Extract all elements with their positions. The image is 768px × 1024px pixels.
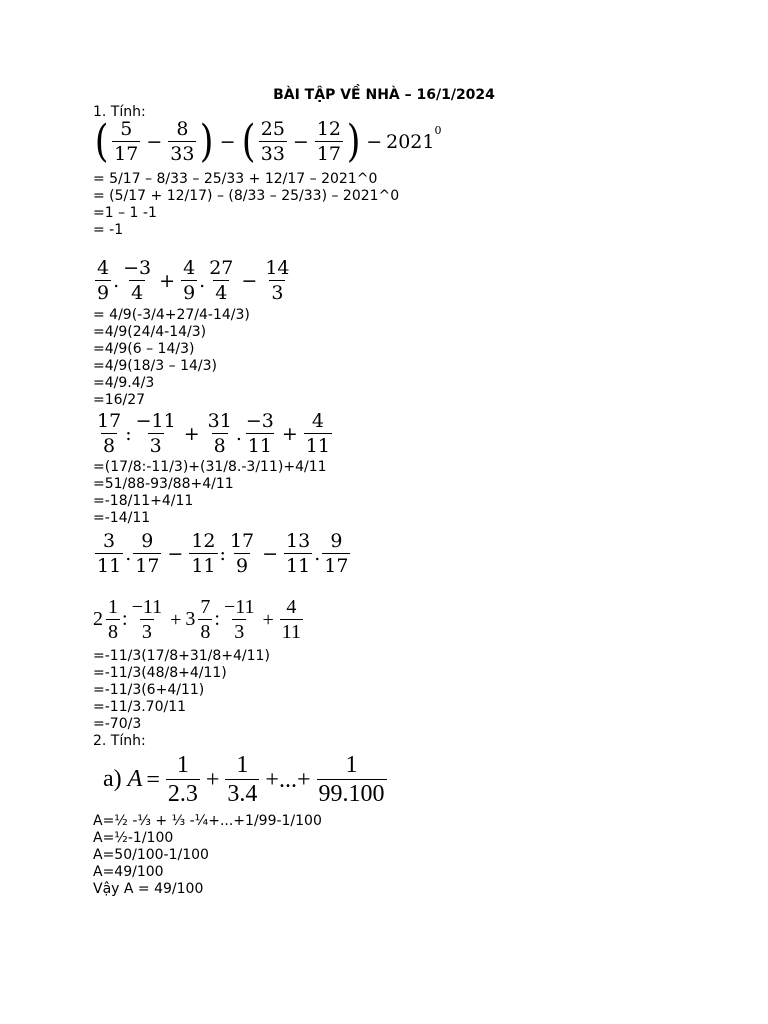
solution-line: =4/9(18/3 – 14/3) [93, 358, 217, 374]
fraction: $\frac{-11}{3}$ [223, 596, 255, 643]
formula-3: $\frac{17}{8}$ : $\frac{-11}{3}$ + $\frac{31}{8}$ . $\frac{-3}{11}$ + $\frac{4}{11}$ [97, 410, 330, 457]
solution-line: A=49/100 [93, 864, 164, 880]
fraction: $\frac{-11}{3}$ [135, 410, 176, 457]
solution-line: = (5/17 + 12/17) – (8/33 – 25/33) – 2021^0 [93, 188, 400, 204]
fraction: $\frac{4}{11}$ [305, 410, 330, 457]
fraction: $\frac{1}{99.100}$ [318, 752, 385, 807]
solution-line: =16/27 [93, 392, 146, 408]
fraction: $\frac{14}{3}$ [265, 257, 290, 304]
solution-line: =-70/3 [93, 716, 142, 732]
solution-line: =(17/8:-11/3)+(31/8.-3/11)+4/11 [93, 459, 327, 475]
solution-line: =4/9(24/4-14/3) [93, 324, 207, 340]
solution-line: A=½-1/100 [93, 830, 174, 846]
section-2-label: 2. Tính: [93, 733, 146, 749]
fraction: $\frac{1}{8}$ [108, 596, 118, 643]
fraction: $\frac{12}{11}$ [191, 530, 216, 577]
solution-line: =-11/3.70/11 [93, 699, 187, 715]
formula-5: 2 $\frac{1}{8}$ : $\frac{-11}{3}$ + 3 $\frac{7}{8}$ : $\frac{-11}{3}$ + $\frac{4}{11}$ [93, 596, 302, 643]
fraction: $\frac{4}{11}$ [281, 596, 302, 643]
open-paren: ( [94, 115, 109, 167]
fraction: $\frac{31}{8}$ [207, 410, 232, 457]
formula-2: $\frac{4}{9}$ . $\frac{-3}{4}$ + $\frac{4}{9}$ . $\frac{27}{4}$ − $\frac{14}{3}$ [97, 257, 290, 304]
solution-line: =1 – 1 -1 [93, 205, 157, 221]
solution-line: Vậy A = 49/100 [93, 881, 204, 897]
page-title: BÀI TẬP VỀ NHÀ – 16/1/2024 [273, 87, 495, 103]
close-paren: ) [200, 115, 214, 167]
solution-line: =-11/3(48/8+4/11) [93, 665, 227, 681]
fraction: $\frac{8}{33}$ [170, 118, 195, 165]
solution-line: =-11/3(6+4/11) [93, 682, 205, 698]
fraction: $\frac{-11}{3}$ [131, 596, 163, 643]
fraction: $\frac{-3}{4}$ [123, 257, 152, 304]
fraction: $\frac{-3}{11}$ [245, 410, 274, 457]
fraction: $\frac{5}{17}$ [114, 118, 139, 165]
solution-line: =-14/11 [93, 510, 151, 526]
fraction: $\frac{17}{8}$ [97, 410, 122, 457]
formula-4: $\frac{3}{11}$ . $\frac{9}{17}$ − $\frac{12}{11}$ : $\frac{17}{9}$ − $\frac{13}{11}$ . $\frac{9}{17}$ [97, 530, 349, 577]
fraction: $\frac{9}{17}$ [135, 530, 160, 577]
fraction: $\frac{17}{9}$ [229, 530, 255, 577]
solution-line: =4/9.4/3 [93, 375, 155, 391]
solution-line: =-11/3(17/8+31/8+4/11) [93, 648, 270, 664]
fraction: $\frac{12}{17}$ [316, 118, 342, 165]
fraction: $\frac{25}{33}$ [260, 118, 285, 165]
fraction: $\frac{3}{11}$ [97, 530, 122, 577]
formula-1: ( $\frac{5}{17}$ − $\frac{8}{33}$ ) − ( $\frac{25}{33}$ − $\frac{12}{17}$ ) − 2021$^0$ [94, 115, 442, 167]
solution-line: =4/9(6 – 14/3) [93, 341, 195, 357]
solution-line: = 4/9(-3/4+27/4-14/3) [93, 307, 250, 323]
formula-a: a) A = $\frac{1}{2.3}$ + $\frac{1}{3.4}$ +...+ $\frac{1}{99.100}$ [103, 752, 385, 807]
fraction: $\frac{1}{3.4}$ [227, 752, 258, 807]
fraction: $\frac{13}{11}$ [286, 530, 311, 577]
fraction: $\frac{1}{2.3}$ [167, 752, 198, 807]
solution-line: =-18/11+4/11 [93, 493, 194, 509]
fraction: $\frac{27}{4}$ [209, 257, 234, 304]
solution-line: =51/88-93/88+4/11 [93, 476, 234, 492]
solution-line: = 5/17 – 8/33 – 25/33 + 12/17 – 2021^0 [93, 171, 378, 187]
solution-line: A=½ -⅓ + ⅓ -¼+...+1/99-1/100 [93, 813, 322, 829]
fraction: $\frac{7}{8}$ [200, 596, 211, 643]
open-paren: ( [241, 115, 256, 167]
section-1-label: 1. Tính: [93, 104, 146, 120]
fraction: $\frac{9}{17}$ [324, 530, 349, 577]
solution-line: = -1 [93, 222, 124, 238]
close-paren: ) [346, 115, 361, 167]
solution-line: A=50/100-1/100 [93, 847, 209, 863]
fraction: $\frac{4}{9}$ [183, 257, 196, 304]
fraction: $\frac{4}{9}$ [97, 257, 110, 304]
